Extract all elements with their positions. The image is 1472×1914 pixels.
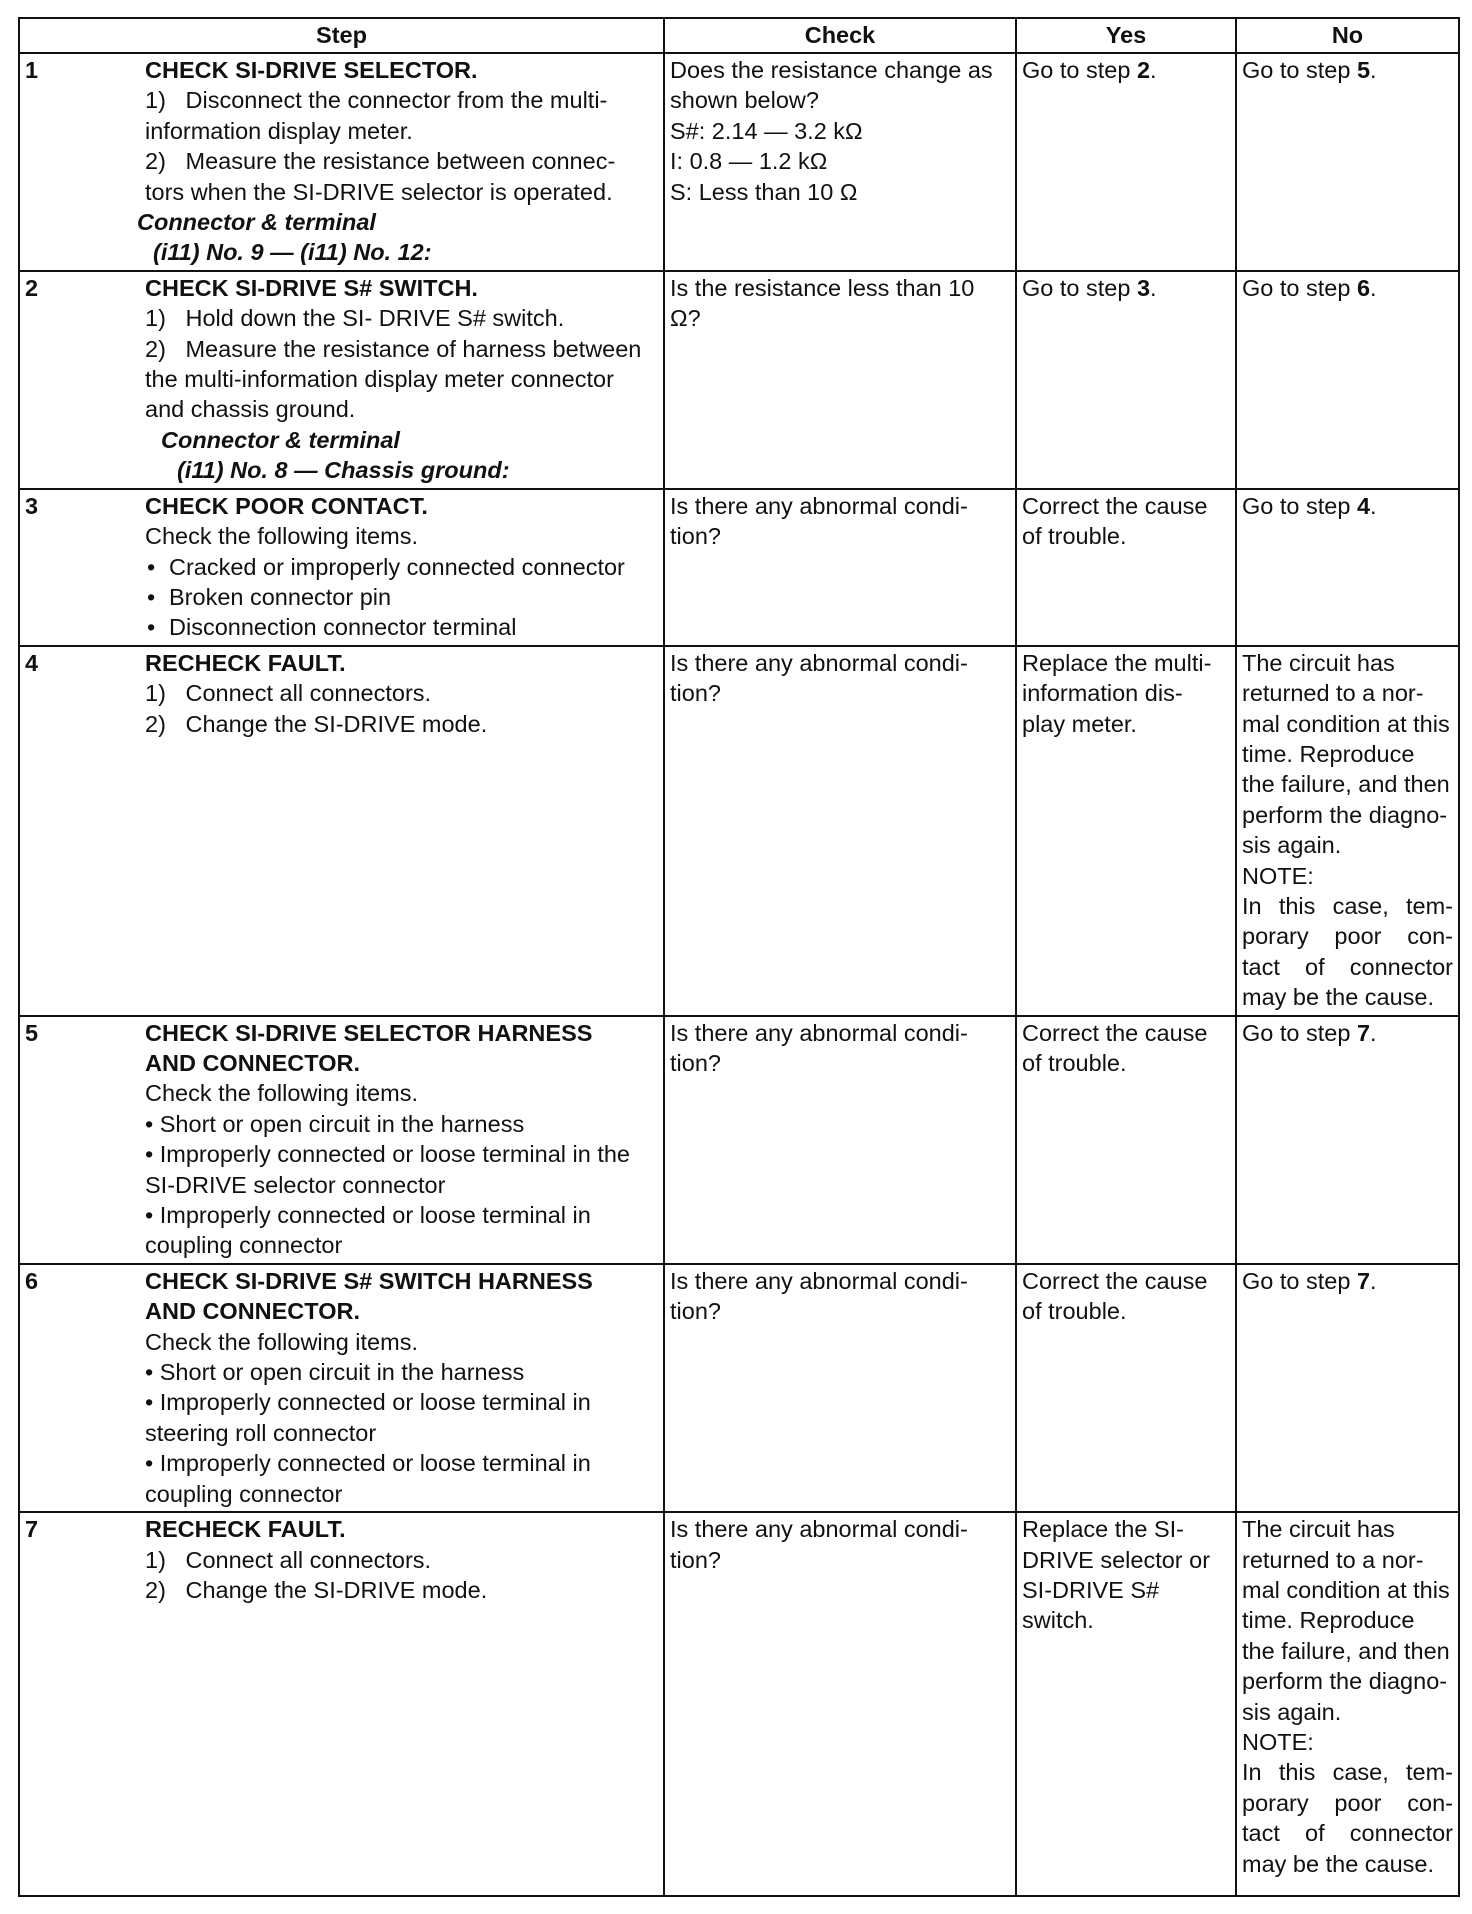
table-row: [19, 1264, 1459, 1512]
yes-text: DRIVE selector or: [1022, 1546, 1211, 1573]
no-text: The circuit has: [1242, 1516, 1395, 1543]
bullet-item: • Improperly connected or loose terminal in: [145, 1450, 591, 1477]
note-text: porary poor con-: [1242, 923, 1453, 950]
yes-step-link: 2: [1136, 57, 1151, 83]
step-number: 5: [25, 1019, 39, 1046]
step-number: 3: [25, 492, 39, 519]
no-text: mal condition at this: [1242, 1576, 1450, 1603]
no-step-link: 5: [1356, 57, 1371, 83]
step-line: 2) Measure the resistance of harness between: [145, 335, 642, 362]
bullet-item: • Improperly connected or loose terminal in: [145, 1389, 591, 1416]
no-cell: Go to step 4.: [1236, 489, 1459, 646]
yes-cell: [1016, 646, 1236, 1016]
no-text: returned to a nor-: [1242, 680, 1424, 707]
step-cell: [19, 1016, 664, 1264]
table-row: [19, 53, 1459, 271]
check-text: tion?: [670, 1298, 721, 1325]
yes-step-link: 3: [1136, 274, 1151, 301]
step-cell: [19, 1264, 664, 1512]
no-text: the failure, and then: [1242, 771, 1450, 798]
no-text: sis again.: [1242, 1698, 1342, 1725]
check-text: Is there any abnormal condi-: [670, 492, 968, 519]
check-text: S: Less than 10 Ω: [670, 178, 858, 205]
no-step-link: 7: [1356, 1019, 1371, 1046]
no-cell: [1236, 1512, 1459, 1896]
check-cell: [664, 1264, 1016, 1512]
table-row: [19, 1512, 1459, 1896]
step-cell: [19, 646, 664, 1016]
check-text: Is there any abnormal condi-: [670, 1019, 968, 1046]
step-intro: Check the following items.: [145, 1080, 418, 1107]
bullet-item: coupling connector: [145, 1232, 343, 1259]
no-cell: Go to step 7.: [1236, 1264, 1459, 1512]
yes-text: of trouble.: [1022, 523, 1127, 550]
step-line: 2) Change the SI-DRIVE mode.: [145, 710, 488, 737]
step-intro: Check the following items.: [145, 523, 418, 550]
bullet-item: SI-DRIVE selector connector: [145, 1171, 446, 1198]
table-row: [19, 271, 1459, 489]
check-text: shown below?: [670, 87, 819, 114]
step-cell: [19, 1512, 664, 1896]
step-intro: Check the following items.: [145, 1328, 418, 1355]
note-text: may be the cause.: [1242, 1850, 1435, 1877]
check-text: tion?: [670, 523, 721, 550]
yes-text: Replace the multi-: [1022, 649, 1212, 676]
step-number: 6: [25, 1267, 39, 1294]
table-row: [19, 1016, 1459, 1264]
bullet-item: • Short or open circuit in the harness: [145, 1359, 525, 1386]
step-title: CHECK SI-DRIVE S# SWITCH HARNESS: [145, 1267, 593, 1294]
yes-text: switch.: [1022, 1607, 1094, 1634]
note-text: tact of connector: [1242, 1820, 1453, 1847]
step-line: 1) Disconnect the connector from the multi-: [145, 87, 608, 114]
step-title: CHECK SI-DRIVE S# SWITCH.: [145, 274, 478, 301]
check-cell: [664, 1016, 1016, 1264]
check-text: Is there any abnormal condi-: [670, 1267, 968, 1294]
yes-cell: [1016, 1264, 1236, 1512]
check-cell: [664, 646, 1016, 1016]
yes-text: play meter.: [1022, 710, 1137, 737]
note-text: In this case, tem-: [1242, 1759, 1453, 1786]
connector-terminal-value: (i11) No. 8 — Chassis ground:: [177, 457, 510, 484]
no-step-link: 6: [1356, 274, 1371, 301]
check-cell: [664, 271, 1016, 489]
no-text: time. Reproduce: [1242, 1607, 1415, 1634]
bullet-item: • Short or open circuit in the harness: [145, 1110, 525, 1137]
table-row: [19, 489, 1459, 646]
bullet-item: steering roll connector: [145, 1419, 377, 1446]
check-text: Is there any abnormal condi-: [670, 1516, 968, 1543]
check-cell: [664, 53, 1016, 271]
yes-cell: [1016, 1016, 1236, 1264]
no-cell: Go to step 6.: [1236, 271, 1459, 489]
check-text: tion?: [670, 1546, 721, 1573]
no-text: returned to a nor-: [1242, 1546, 1424, 1573]
step-number: 1: [25, 57, 39, 83]
no-text: sis again.: [1242, 832, 1342, 859]
no-cell: Go to step 7.: [1236, 1016, 1459, 1264]
bullet-item: • Disconnection connector terminal: [147, 614, 517, 641]
yes-text: of trouble.: [1022, 1298, 1127, 1325]
yes-cell: Go to step 3.: [1016, 271, 1236, 489]
header-check: Check: [664, 18, 1016, 53]
check-text: tion?: [670, 1050, 721, 1076]
step-number: 2: [25, 274, 39, 301]
yes-text: SI-DRIVE S#: [1022, 1576, 1160, 1603]
step-title: CHECK SI-DRIVE SELECTOR.: [145, 57, 478, 83]
no-text: perform the diagno-: [1242, 801, 1448, 828]
step-title: RECHECK FAULT.: [145, 1516, 346, 1543]
header-row: [19, 18, 1459, 53]
step-cell: [19, 53, 664, 271]
step-line: 1) Hold down the SI- DRIVE S# switch.: [145, 305, 565, 332]
note-text: may be the cause.: [1242, 984, 1435, 1011]
connector-terminal-value: (i11) No. 9 — (i11) No. 12:: [153, 239, 432, 266]
step-title-continued: AND CONNECTOR.: [145, 1050, 360, 1076]
no-text: mal condition at this: [1242, 710, 1450, 737]
yes-cell: [1016, 1512, 1236, 1896]
check-cell: [664, 1512, 1016, 1896]
step-line: the multi-information display meter connector: [145, 366, 614, 393]
table-row: [19, 646, 1459, 1016]
yes-text: of trouble.: [1022, 1050, 1127, 1076]
header-step: Step: [19, 18, 664, 53]
no-text: The circuit has: [1242, 649, 1395, 676]
step-title: RECHECK FAULT.: [145, 649, 346, 676]
bullet-item: • Cracked or improperly connected connector: [147, 553, 625, 580]
check-text: Is the resistance less than 10 Ω?: [670, 274, 975, 332]
no-text: time. Reproduce: [1242, 740, 1415, 767]
yes-cell: [1016, 489, 1236, 646]
step-number: 7: [25, 1516, 39, 1543]
step-line: 1) Connect all connectors.: [145, 680, 432, 707]
step-line: 2) Change the SI-DRIVE mode.: [145, 1576, 488, 1603]
no-text: the failure, and then: [1242, 1637, 1450, 1664]
yes-text: Correct the cause: [1022, 1267, 1208, 1294]
connector-terminal-label: Connector & terminal: [137, 209, 376, 236]
step-line: 2) Measure the resistance between connec-: [145, 148, 616, 175]
bullet-item: • Improperly connected or loose terminal in the: [145, 1141, 630, 1168]
yes-text: information dis-: [1022, 680, 1183, 707]
step-number: 4: [25, 649, 39, 676]
step-line: information display meter.: [145, 117, 413, 144]
yes-text: Correct the cause: [1022, 1019, 1208, 1046]
header-yes: Yes: [1016, 18, 1236, 53]
step-line: and chassis ground.: [145, 396, 356, 423]
note-text: porary poor con-: [1242, 1789, 1453, 1816]
no-cell: Go to step 5.: [1236, 53, 1459, 271]
connector-terminal-label: Connector & terminal: [161, 426, 400, 453]
note-label: NOTE:: [1242, 862, 1314, 889]
yes-cell: Go to step 2.: [1016, 53, 1236, 271]
step-title: CHECK POOR CONTACT.: [145, 492, 428, 519]
yes-text: Replace the SI-: [1022, 1516, 1184, 1543]
check-cell: [664, 489, 1016, 646]
bullet-item: • Improperly connected or loose terminal in: [145, 1202, 591, 1229]
note-label: NOTE:: [1242, 1728, 1314, 1755]
step-cell: [19, 489, 664, 646]
bullet-item: coupling connector: [145, 1480, 343, 1507]
header-no: No: [1236, 18, 1459, 53]
no-step-link: 4: [1356, 492, 1371, 519]
diagnostic-table: [18, 17, 1460, 1897]
check-text: S#: 2.14 — 3.2 kΩ: [670, 117, 863, 144]
step-title-continued: AND CONNECTOR.: [145, 1298, 360, 1325]
step-line: tors when the SI-DRIVE selector is operated.: [145, 178, 613, 205]
check-text: tion?: [670, 680, 721, 707]
note-text: tact of connector: [1242, 953, 1453, 980]
step-cell: [19, 271, 664, 489]
step-title: CHECK SI-DRIVE SELECTOR HARNESS: [145, 1019, 593, 1046]
step-line: 1) Connect all connectors.: [145, 1546, 432, 1573]
bullet-item: • Broken connector pin: [147, 583, 392, 610]
check-text: Does the resistance change as: [670, 57, 993, 83]
note-text: In this case, tem-: [1242, 892, 1453, 919]
no-step-link: 7: [1356, 1267, 1371, 1294]
check-text: Is there any abnormal condi-: [670, 649, 968, 676]
no-cell: [1236, 646, 1459, 1016]
check-text: I: 0.8 — 1.2 kΩ: [670, 148, 828, 175]
no-text: perform the diagno-: [1242, 1668, 1448, 1695]
yes-text: Correct the cause: [1022, 492, 1208, 519]
